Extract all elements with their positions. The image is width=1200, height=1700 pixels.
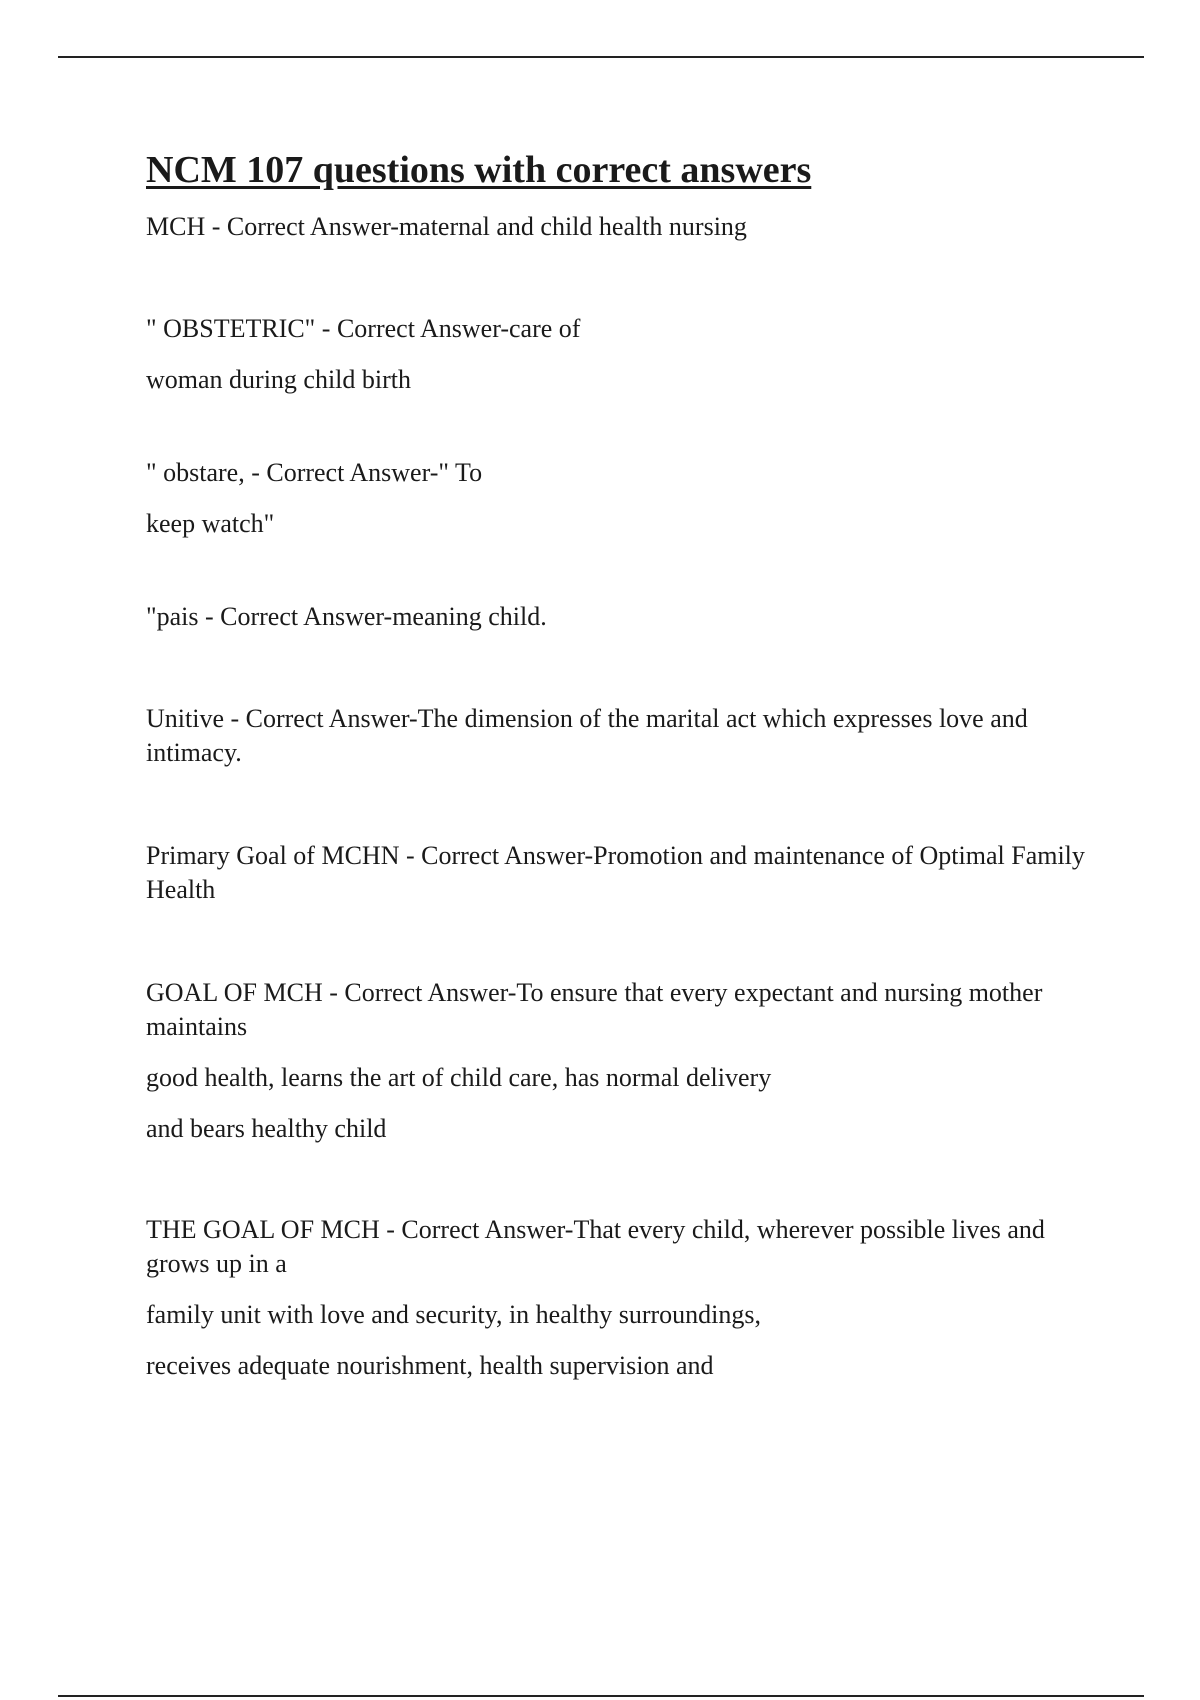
header-rule bbox=[58, 56, 1144, 58]
entry-goal-of-mch-cont-1: good health, learns the art of child care, has normal delivery bbox=[146, 1063, 772, 1092]
entry-mch: MCH - Correct Answer-maternal and child health nursing bbox=[146, 212, 747, 241]
entry-obstare: " obstare, - Correct Answer-" To bbox=[146, 458, 483, 487]
entry-the-goal-of-mch-cont-2: receives adequate nourishment, health supervision and bbox=[146, 1351, 714, 1380]
entry-goal-of-mch: GOAL OF MCH - Correct Answer-To ensure that every expectant and nursing mother maintains bbox=[146, 978, 1043, 1041]
document-body bbox=[146, 146, 1096, 1383]
entry-primary-goal: Primary Goal of MCHN - Correct Answer-Promotion and maintenance of Optimal Family Health bbox=[146, 841, 1085, 904]
entry-obstetric: " OBSTETRIC" - Correct Answer-care of bbox=[146, 314, 581, 343]
entry-obstare-cont: keep watch" bbox=[146, 509, 275, 538]
document-title: NCM 107 questions with correct answers bbox=[146, 149, 812, 191]
entry-the-goal-of-mch-cont-1: family unit with love and security, in healthy surroundings, bbox=[146, 1300, 761, 1329]
footer-rule bbox=[58, 1695, 1144, 1697]
entry-the-goal-of-mch: THE GOAL OF MCH - Correct Answer-That every child, wherever possible lives and grows up in a bbox=[146, 1215, 1045, 1278]
entry-goal-of-mch-cont-2: and bears healthy child bbox=[146, 1114, 387, 1143]
entry-pais: "pais - Correct Answer-meaning child. bbox=[146, 602, 547, 631]
entry-obstetric-cont: woman during child birth bbox=[146, 365, 412, 394]
entry-unitive: Unitive - Correct Answer-The dimension of the marital act which expresses love and intimacy. bbox=[146, 704, 1028, 767]
